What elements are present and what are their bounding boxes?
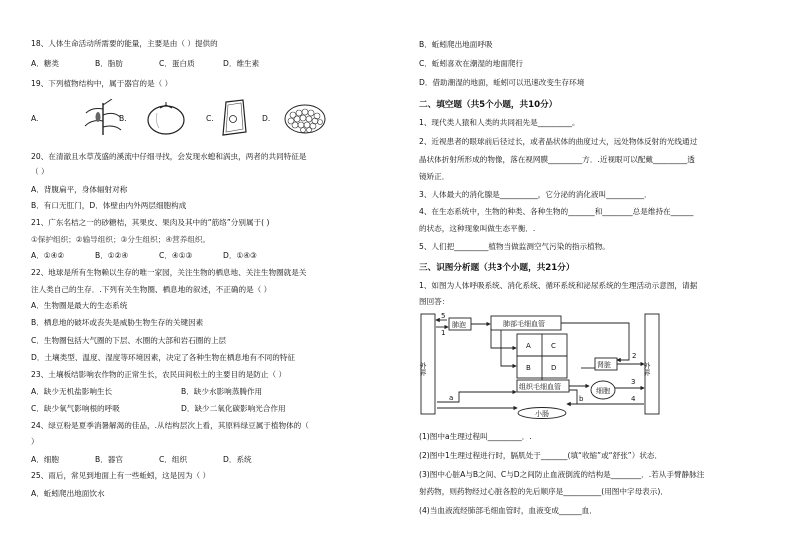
q19-stem: 19、下列植物结构中，属于器官的是（ ） [31,79,173,88]
q21-option-b: B．①②④ [95,251,129,260]
q20-stem: 20、在清澈且水草茂盛的溪流中仔细寻找，会发现水螅和涡虫，两者的共同特征是 [31,152,307,161]
outer-world-right-label: 外界 [643,362,651,376]
fill-5: 5、人们把_________植物当做监测空气污染的指示植物。 [419,242,610,251]
arrow-5-label: 5 [441,312,446,320]
arrow-2-label: 2 [632,352,637,360]
fill-4-cont: 的状态，这种现象叫做生态平衡．. [419,224,536,233]
q19-option-c: C. [206,114,214,123]
q19-option-a: A. [31,114,39,123]
intestine-label: 小肠 [535,410,549,418]
tissue-cells-icon [283,103,327,135]
cells-label: 细胞 [596,387,610,395]
q23-option-b: B．缺少水影响蒸腾作用 [181,387,263,396]
q24-option-d: D．系统 [223,455,252,464]
q22-option-b: B．栖息地的破坏或丧失是威胁生物生存的关键因素 [31,318,204,327]
q24-option-a: A．细胞 [31,455,59,464]
fill-4: 4、在生态系统中，生物的种类、各种生物的_______和________总是维持在______ [419,207,694,216]
q21-stem: 21、广东名桔之一的砂糖桔，其果皮、果肉及其中的“筋络”分别属于( ) [31,218,270,227]
plant-cell-icon [219,99,249,137]
fill-3: 3、人体最大的消化腺是__________，它分泌的消化液叫__________． [419,190,652,199]
answer-3: (3)图中心脏A与B之间、C与D之间防止血液倒流的结构是________．.若从手臂静脉注 [419,470,705,479]
q24-options [31,455,287,465]
outer-world-left-label: 外界 [419,362,427,376]
answer-3-cont: 射药物，则药物经过心脏各腔的先后顺序是__________(用图中字母表示)． [419,487,668,496]
q21-options [31,251,287,261]
q24-option-c: C．组织 [159,455,188,464]
fill-2-cont: 晶状体折射所形成的物像，落在视网膜_________方．.近视眼可以配戴_________透 [419,155,695,164]
alveoli-label: 肺泡 [452,321,466,329]
q18-stem: 18、人体生命活动所需要的能量，主要是由（ ）提供的 [31,39,218,48]
q25-option-b: B．蚯蚓爬出地面呼吸 [419,40,493,49]
corn-plant-icon [82,99,124,135]
q23-option-a: A．缺少无机盐影响生长 [31,387,113,396]
chamber-b-label: B [526,364,531,372]
tissue-capillary-label: 组织毛细血管 [519,383,561,391]
fill-1: 1、现代类人猿和人类的共同祖先是_________。 [419,118,580,127]
q22-stem: 22、地球是所有生物赖以生存的唯一家园，关注生物的栖息地、关注生物圈就是关 [31,268,307,277]
q18-option-a: A．糖类 [31,59,59,68]
answer-2: (2)图中1生理过程进行时，膈肌处于_______(填“收缩”或“舒张”）状态． [419,451,663,460]
arrow-4-label: 4 [631,395,636,403]
q25-option-a: A．蚯蚓爬出地面饮水 [31,489,105,498]
q3-1-stem-cont: 图回答： [419,297,450,306]
q25-stem: 25、雨后，常见到地面上有一些蚯蚓，这是因为（ ） [31,471,211,480]
q19-option-b: B. [119,114,127,123]
arrow-b-label: b [579,395,584,403]
fill-2-end: 镜矫正． [419,172,450,181]
section-2-heading: 二、填空题（共5个小题，共10分） [419,100,558,110]
physiology-diagram [419,310,767,420]
answer-1: (1)图中a生理过程叫_________．. [419,432,532,441]
q19-option-d: D. [262,114,271,123]
q21-option-a: A．①④② [31,251,65,260]
q22-option-c: C．生物圈包括大气圈的下层、水圈的大部和岩石圈的上层 [31,336,227,345]
q20-stem-cont: （ ） [31,167,49,176]
q24-option-b: B．器官 [95,455,123,464]
chamber-a-label: A [526,342,531,350]
q22-option-a: A．生物圈是最大的生态系统 [31,301,128,310]
arrow-3-label: 3 [631,378,636,386]
q23-stem: 23、土壤板结影响农作物的正常生长，农民田间松土的主要目的是防止（ ） [31,370,287,379]
kidney-label: 肾脏 [597,361,611,369]
arrow-1-label: 1 [441,329,446,337]
q20-option-bd: B．有口无肛门，D．体壁由内外两层细胞构成 [31,201,187,210]
q21-option-d: D．①④③ [223,251,257,260]
q23-option-c: C．缺少氧气影响根的呼吸 [31,404,120,413]
answer-4: (4)当血液流经肺部毛细血管时，血液变成______血． [419,506,597,515]
fill-2: 2、近视患者的眼球前后径过长，或者晶状体的曲度过大，远处物体反射的光线通过 [419,137,698,146]
tomato-fruit-icon [145,101,187,135]
chamber-d-label: D [551,364,557,372]
q22-option-d: D．土壤类型、温度、湿度等环境因素，决定了各种生物在栖息地有不同的特征 [31,353,296,362]
section-3-heading: 三、识图分析题（共3个小题，共21分） [419,263,575,273]
q18-option-d: D．维生素 [223,59,260,68]
arrow-a-label: a [449,394,454,402]
q22-stem-cont: 注人类自己的生存．.下列有关生物圈、栖息地的叙述，不正确的是（ ） [31,285,272,294]
q21-option-c: C．④①③ [159,251,193,260]
q25-option-d: D．借助潮湿的地面，蚯蚓可以迅速改变生存环境 [419,78,585,87]
q24-stem: 24、绿豆粉是夏季消暑解渴的佳品，.从结构层次上看，其原料绿豆属于植物体的（ [31,421,309,430]
q23-options-ab [31,387,331,397]
q25-option-c: C．蚯蚓喜欢在潮湿的地面爬行 [419,59,524,68]
q24-stem-cont: ） [31,437,39,446]
q23-options-cd [31,404,331,414]
q18-option-b: B．脂肪 [95,59,123,68]
q3-1-stem: 1、如图为人体呼吸系统、消化系统、循环系统和泌尿系统的生理活动示意图，请据 [419,281,698,290]
q20-option-a: A．背腹扁平，身体辐射对称 [31,185,128,194]
q21-sub: ①保护组织；②输导组织；③分生组织；④营养组织。 [31,235,211,244]
lung-capillary-label: 肺部毛细血管 [503,320,545,328]
chamber-c-label: C [551,342,556,350]
q18-option-c: C．蛋白质 [159,59,195,68]
q18-options [31,59,287,69]
q23-option-d: D．缺少二氧化碳影响光合作用 [181,404,286,413]
